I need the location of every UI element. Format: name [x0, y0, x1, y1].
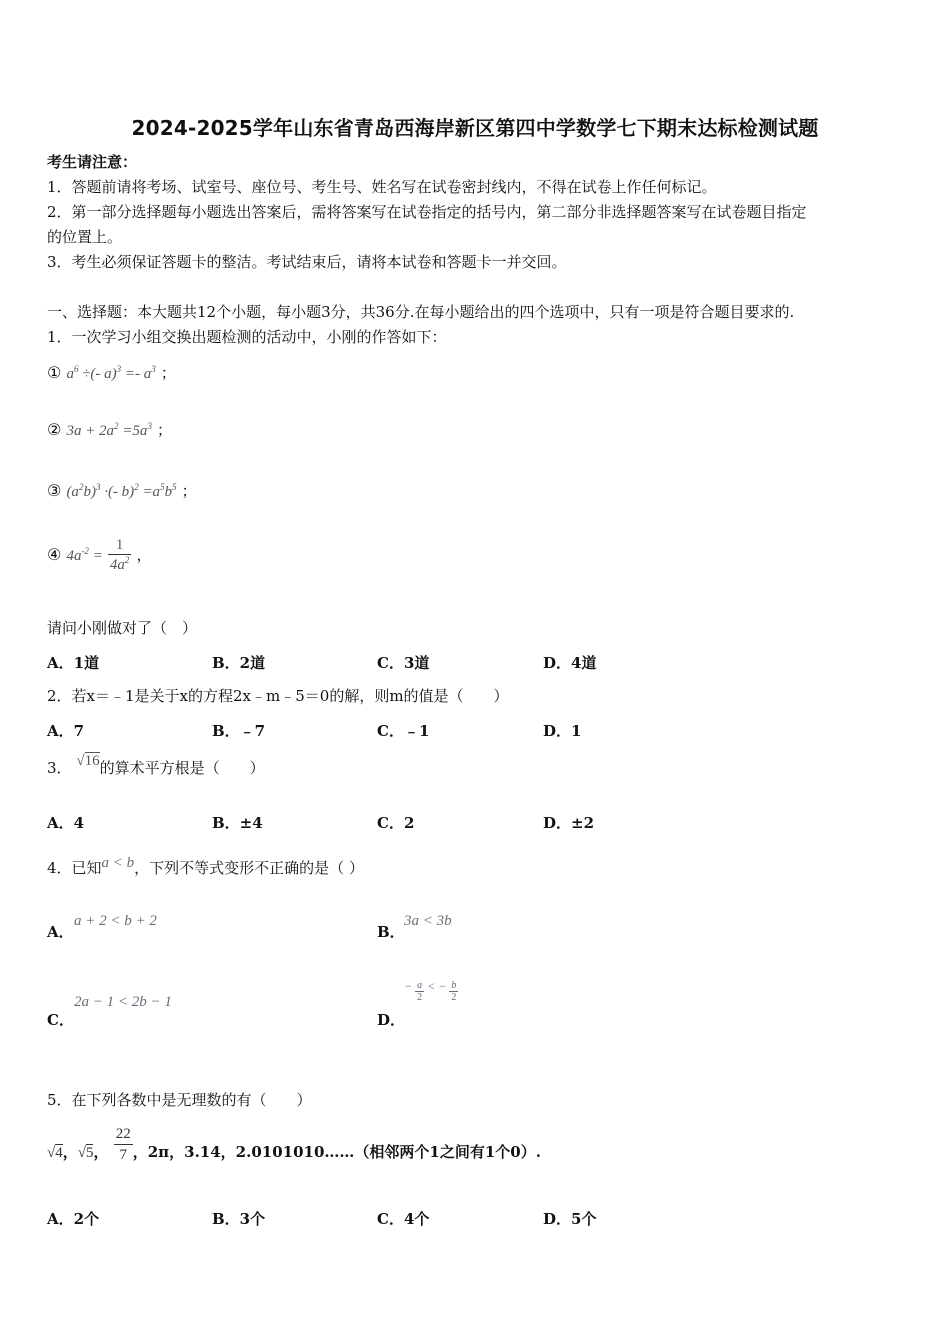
- q4-option-a-expr[interactable]: a + 2 < b + 2: [74, 913, 157, 929]
- radicand: 5: [85, 1144, 94, 1161]
- marker: ④: [47, 545, 62, 564]
- q3-option-c[interactable]: C．2: [377, 814, 415, 832]
- q1-item-4: [47, 537, 152, 574]
- fraction: $\frac{1}{4a^2}$: [109, 537, 130, 573]
- separator: ，: [136, 546, 152, 564]
- question-text: 的算术平方根是（ ）: [99, 759, 265, 777]
- page-title: 2024-2025学年山东省青岛西海岸新区第四中学数学七下期末达标检测试题: [131, 116, 819, 140]
- number-list-rest: ，2π，3.14，2.0101010……（相邻两个1之间有1个0）.: [132, 1142, 541, 1161]
- q5-option-c[interactable]: C．4个: [377, 1210, 430, 1228]
- sqrt-4: √4: [47, 1144, 63, 1161]
- formula: $4a^{-2}$ =: [66, 546, 103, 564]
- q2-option-b[interactable]: B．﹣7: [212, 722, 266, 740]
- q1-option-a[interactable]: A．1道: [47, 654, 100, 672]
- separator: ；: [157, 421, 173, 439]
- marker: ①: [47, 363, 62, 382]
- marker: ②: [47, 420, 62, 439]
- q1-option-b[interactable]: B．2道: [212, 654, 266, 672]
- q4-option-c-expr[interactable]: 2a − 1 < 2b − 1: [74, 994, 172, 1010]
- radicand: 16: [84, 753, 100, 769]
- condition: a < b: [101, 855, 135, 871]
- q1-item-1: [47, 363, 176, 383]
- notice-item: 2．第一部分选择题每小题选出答案后，需将答案写在试卷指定的括号内，第二部分非选择题答案写在试卷题目指定: [47, 203, 807, 221]
- q4-option-c-label[interactable]: C．: [47, 1011, 74, 1029]
- q3-option-a[interactable]: A．4: [47, 814, 85, 832]
- separator: ；: [181, 482, 197, 500]
- q5-option-a[interactable]: A．2个: [47, 1210, 100, 1228]
- sqrt-expression: √16: [76, 753, 100, 769]
- question-2-stem: 2．若x＝﹣1是关于x的方程2x﹣m﹣5＝0的解，则m的值是（ ）: [47, 687, 509, 705]
- formula: $a^6$ ÷(- $a)^3 =- a^3$: [66, 364, 156, 382]
- q1-item-3: [47, 481, 197, 501]
- section-heading: 一、选择题：本大题共12个小题，每小题3分，共36分.在每小题给出的四个选项中，只有一项是符合题目要求的.: [47, 303, 795, 321]
- question-3-stem: [47, 753, 265, 779]
- q2-option-c[interactable]: C．﹣1: [377, 722, 430, 740]
- notice-item: 1．答题前请将考场、试室号、座位号、考生号、姓名写在试卷密封线内，不得在试卷上作任何标记。: [47, 178, 717, 196]
- separator: ；: [160, 364, 176, 382]
- q4-option-d-expr[interactable]: − $\frac{a}{2}$ < − $\frac{b}{2}$: [404, 979, 457, 1003]
- marker: ③: [47, 481, 62, 500]
- q2-option-a[interactable]: A．7: [47, 722, 85, 740]
- sqrt-5: √5: [77, 1144, 94, 1161]
- q4-option-b-label[interactable]: B．: [377, 923, 405, 941]
- question-text: ，下列不等式变形不正确的是（ ）: [134, 859, 364, 877]
- radicand: 4: [55, 1144, 63, 1161]
- notice-heading: 考生请注意：: [47, 153, 138, 171]
- q1-option-d[interactable]: D．4道: [543, 654, 597, 672]
- q4-option-b-expr[interactable]: 3a < 3b: [404, 913, 452, 929]
- q4-option-a-label[interactable]: A．: [47, 923, 74, 941]
- question-number: 3．: [47, 759, 72, 777]
- formula: $3a + 2a^2 =5a^3$: [66, 421, 152, 439]
- q2-option-d[interactable]: D．1: [543, 722, 582, 740]
- q5-option-d[interactable]: D．5个: [543, 1210, 597, 1228]
- q3-option-b[interactable]: B．±4: [212, 814, 263, 832]
- q1-option-c[interactable]: C．3道: [377, 654, 430, 672]
- fraction-22-7: $\frac{22}{7}$: [115, 1126, 131, 1163]
- notice-item: 的位置上。: [47, 228, 123, 246]
- q3-option-d[interactable]: D．±2: [543, 814, 595, 832]
- notice-item: 3．考生必须保证答题卡的整洁。考试结束后，请将本试卷和答题卡一并交回。: [47, 253, 567, 271]
- question-5-stem: 5．在下列各数中是无理数的有（ ）: [47, 1091, 312, 1109]
- q5-number-list: √4，√5， $\frac{22}{7}$ ，2π，3.14，2.0101010……（相邻两个1之间有1个0）.: [47, 1126, 541, 1163]
- question-1-stem: 1．一次学习小组交换出题检测的活动中，小刚的作答如下：: [47, 328, 447, 346]
- question-1-ask: 请问小刚做对了（ ）: [47, 619, 198, 637]
- q1-item-2: [47, 420, 172, 440]
- question-prefix: 4．已知: [47, 859, 102, 877]
- formula: $(a^2b)^3$ ·(- $b)^2 =a^5b^5$: [66, 482, 177, 500]
- q5-option-b[interactable]: B．3个: [212, 1210, 266, 1228]
- q4-option-d-label[interactable]: D．: [377, 1011, 406, 1029]
- question-4-stem: [47, 855, 364, 879]
